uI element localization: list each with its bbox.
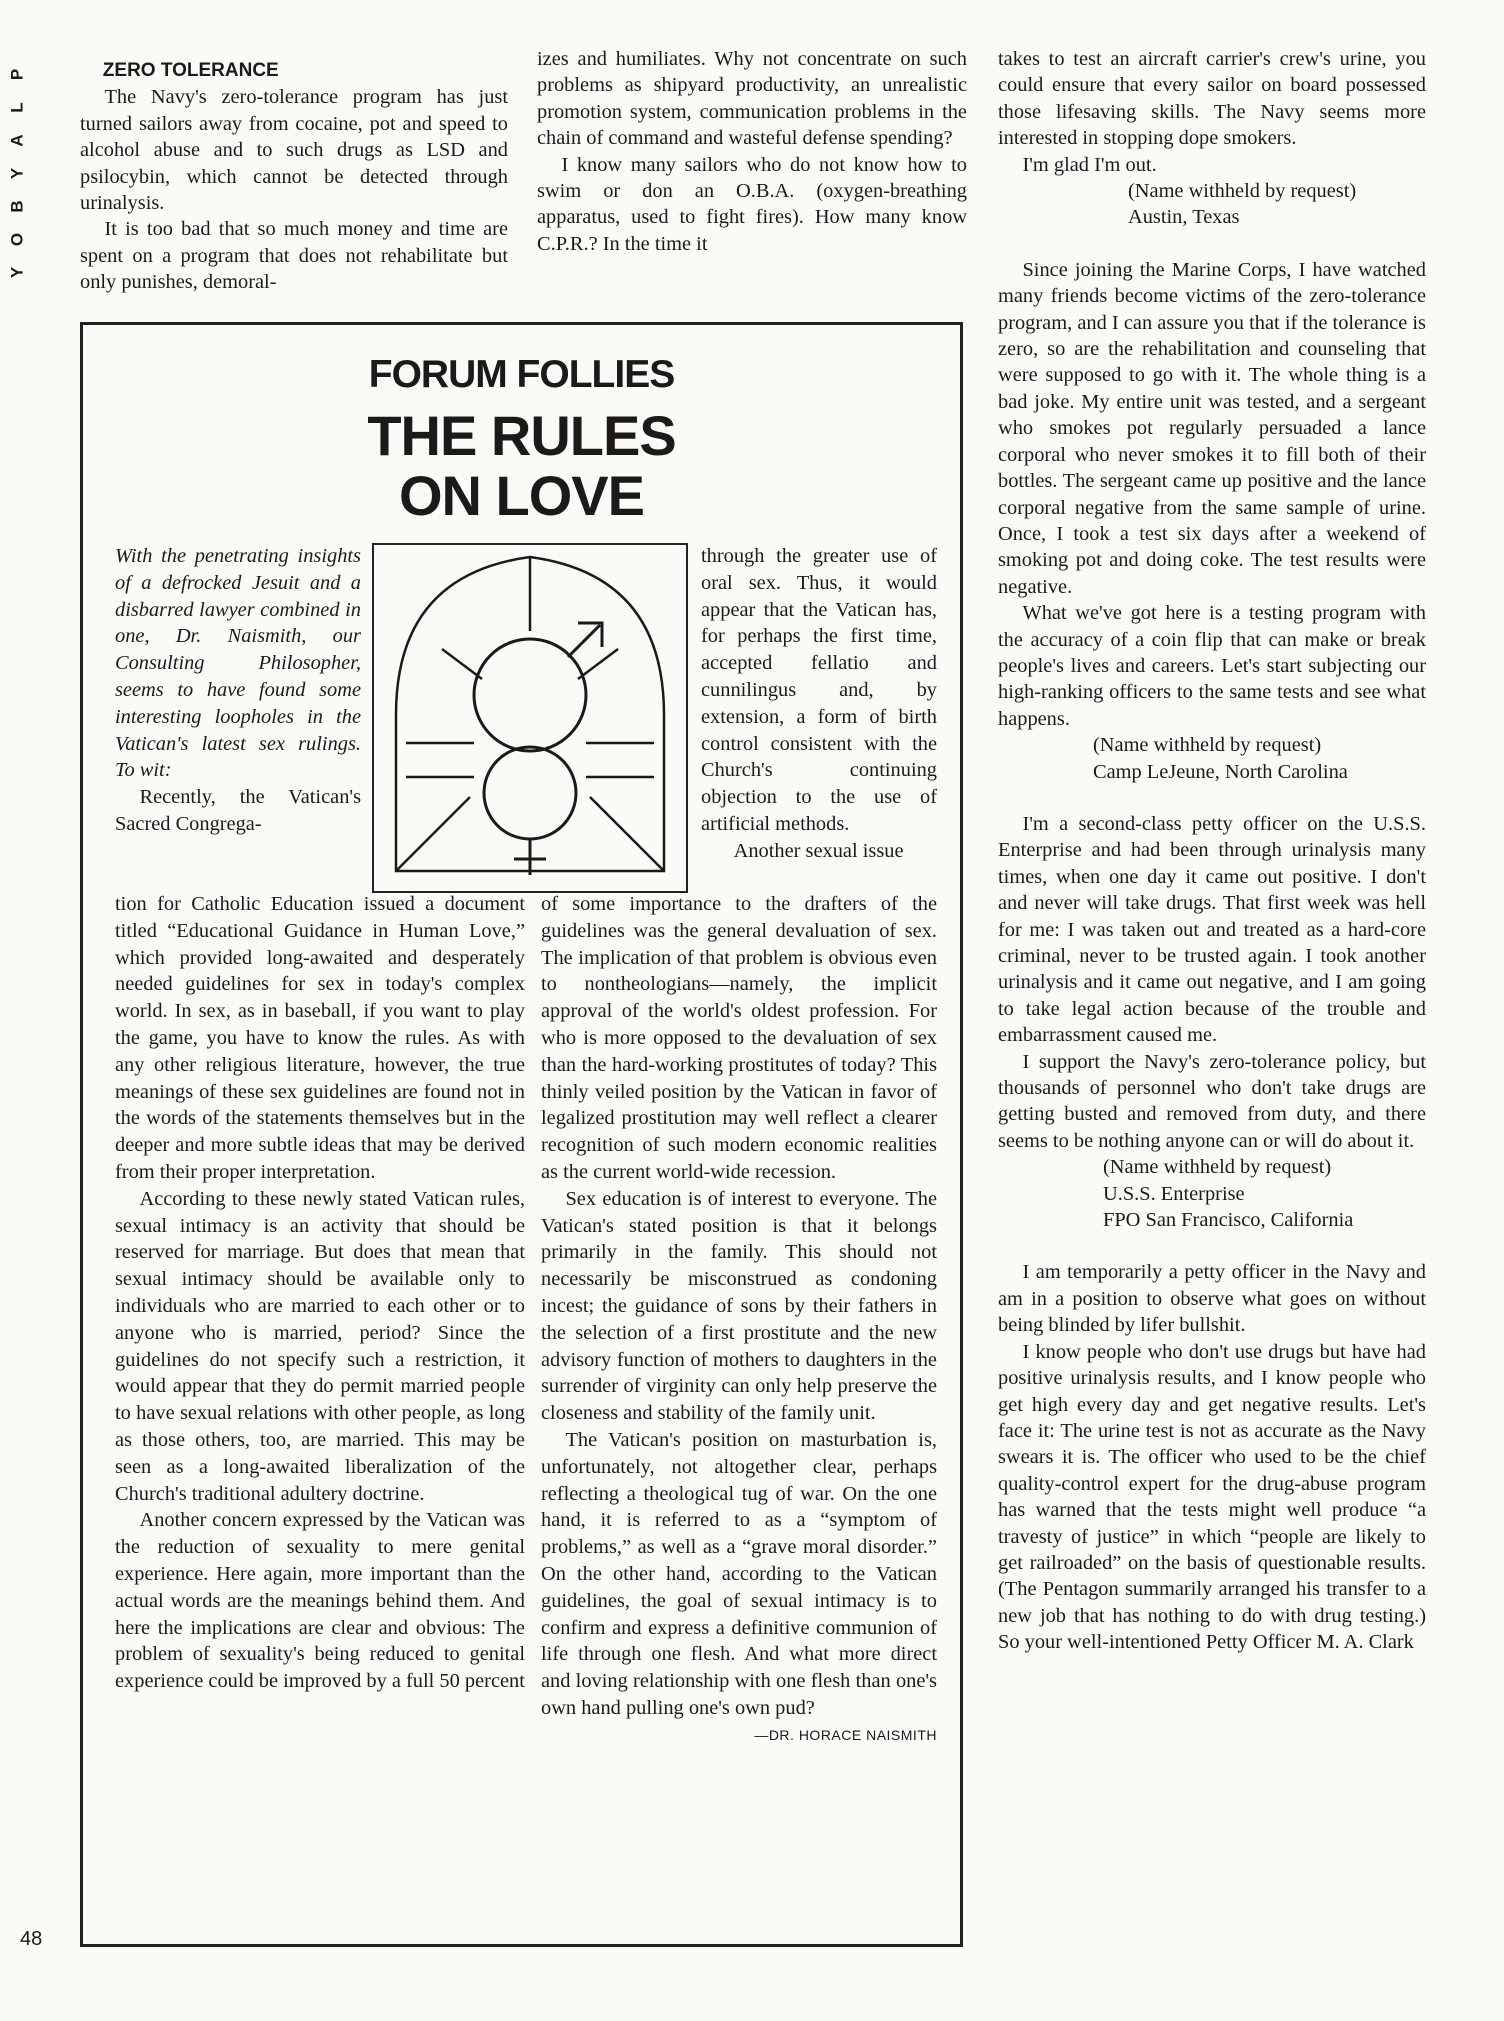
logo-letter: Y — [7, 167, 27, 180]
emblem-illustration — [374, 545, 686, 891]
logo-letter: Y — [7, 266, 27, 279]
box-paragraph: According to these newly stated Vatican rules, sexual intimacy is an activity that should be reserved for marriage. But does that mean that sexual intimacy should be available only to individuals who are married to each other or to anyone who is married, period? Since the guidelines do not specify such a restriction, it would appear that they do permit married people to have sexual relations with other people, as long as those others, too, are married. This may be seen as a long-awaited liberalization of the Church's traditional adultery doctrine. — [115, 1187, 525, 1505]
box-title-line: THE RULES — [367, 404, 676, 467]
logo-letter: L — [7, 102, 27, 113]
signature-line: Austin, Texas — [1128, 206, 1240, 229]
box-paragraph — [541, 1427, 937, 1743]
letter-paragraph: I'm a second-class petty officer on the U.S.S. Enterprise and had been through urinalysis many times, when one day it came out positive. I don't and never will take drugs. That first week was hell for me: I was taken out and treated as a hard-core criminal, never to be trusted again. I took another urinalysis and it came out negative, and I am going to take legal action because of the trouble and embarrassment caused me. — [998, 812, 1426, 1047]
logo-letter: P — [7, 68, 27, 81]
box-paragraph: tion for Catholic Education issued a document titled “Educational Guidance in Human Love,” which provided long-awaited and desperately needed guidelines for sex in today's complex world. In sex, as in baseball, if you want to play the game, you have to know the rules. As with any other religious literature, however, the true meanings of these sex guidelines are found not in the words of the statements themselves but in the deeper and more subtle ideas that may be derived from their proper interpretation. — [115, 893, 525, 1183]
page-number: 48 — [20, 1928, 43, 1950]
logo-letter: B — [7, 200, 27, 213]
author-byline: —DR. HORACE NAISMITH — [754, 1726, 937, 1743]
box-paragraph: through the greater use of oral sex. Thus, it would appear that the Vatican has, for perhaps the first time, accepted fellatio and cunnilingus and, by extension, a form of birth control consistent with the Church's continuing objection to the use of artificial methods. — [701, 545, 937, 835]
column-right — [998, 46, 1426, 1656]
signature-line: (Name withheld by request) — [1128, 180, 1357, 203]
magazine-side-logo — [7, 58, 36, 289]
letter-paragraph: I am temporarily a petty officer in the Navy and am in a position to observe what goes on without being blinded by lifer bullshit. — [998, 1261, 1426, 1337]
letter-paragraph: The Navy's zero-tolerance program has just turned sailors away from cocaine, pot and speed to alcohol abuse and to such drugs as LSD and psilocybin, which cannot be detected through urinalysis. — [80, 86, 508, 215]
signature-line: Camp LeJeune, North Carolina — [1093, 760, 1348, 783]
logo-letter: A — [7, 134, 27, 147]
column-left — [80, 58, 508, 296]
signature-line: FPO San Francisco, California — [1103, 1209, 1354, 1232]
forum-follies-box — [80, 322, 963, 1947]
letter-signature — [998, 1154, 1426, 1233]
signature-line: (Name withheld by request) — [1093, 734, 1322, 757]
box-column-left-top — [115, 543, 361, 838]
gender-symbols-emblem — [372, 543, 688, 893]
box-intro: With the penetrating insights of a defrocked Jesuit and a disbarred lawyer combined in one, Dr. Naismith, our Consulting Philosopher, seems to have found some interesting loopholes in the Vatican's latest sex rulings. To wit: — [115, 545, 361, 782]
letter-paragraph: I'm glad I'm out. — [1022, 153, 1157, 176]
box-paragraph: Sex education is of interest to everyone. The Vatican's stated position is that it belongs primarily in the family. This should not necessarily be misconstrued as condoning incest; the guidance of sons by their fathers in the selection of a first prostitute and the new advisory function of mothers to daughters in the surrender of virginity can only help preserve the closeness and stability of the family unit. — [541, 1187, 937, 1425]
box-title-line: ON LOVE — [398, 464, 645, 527]
letter-paragraph: I support the Navy's zero-tolerance policy, but thousands of personnel who don't take drugs are getting busted and removed from duty, and there seems to be nothing anyone can or will do about it. — [998, 1050, 1426, 1152]
column-middle — [537, 46, 967, 257]
logo-letter: O — [7, 232, 27, 247]
letter-paragraph: takes to test an aircraft carrier's crew's urine, you could ensure that every sailor on board possessed those lifesaving skills. The Navy seems more interested in stopping dope smokers. — [998, 48, 1426, 150]
letter-paragraph: What we've got here is a testing program with the accuracy of a coin flip that can make or break people's lives and careers. Let's start subjecting our high-ranking officers to the same tests and see what happens. — [998, 602, 1426, 730]
signature-line: (Name withheld by request) — [1103, 1156, 1332, 1179]
letter-paragraph: Since joining the Marine Corps, I have watched many friends become victims of the zero-tolerance program, and I can assure you that if the tolerance is zero, so are the rehabilitation and counseling that were supposed to go with it. The whole thing is a bad joke. My entire unit was tested, and a sergeant who smokes pot regularly persuaded a lance corporal who never smokes it to fill both of their bottles. The sergeant came up positive and the lance corporal negative from the same sample of urine. Once, I took a test six days after a weekend of smoking pot and doing coke. The test results were negative. — [998, 258, 1426, 598]
box-column-left — [115, 891, 525, 1695]
letter-paragraph: izes and humiliates. Why not concentrate on such problems as shipyard productivity, an unrealistic promotion system, communication problems in the chain of command and wasteful defense spending? — [537, 48, 967, 150]
box-kicker: FORUM FOLLIES — [368, 353, 675, 396]
letter-signature — [998, 178, 1426, 231]
section-heading: ZERO TOLERANCE — [102, 60, 279, 81]
box-paragraph: Recently, the Vatican's Sacred Congrega- — [115, 786, 361, 835]
box-paragraph: Another concern expressed by the Vatican was the reduction of sexuality to mere genital experience. Here again, more important than the actual words are the meanings behind them. And here the implications are clear and obvious: The problem of sexuality's being reduced to genital experience could be improved by a full 50 percent — [115, 1509, 525, 1693]
letter-paragraph: I know people who don't use drugs but have had positive urinalysis results, and I know people who get high every day and get negative results. Let's face it: The urine test is not as accurate as the Navy swears it is. The officer who used to be the chief quality-control expert for the drug-abuse program has warned that the tests might well produce “a travesty of justice” in which “people are likely to get railroaded” on the basis of questionable results. (The Pentagon summarily arranged his transfer to a new job that has nothing to do with drug testing.) So your well-intentioned Petty Officer M. A. Clark — [998, 1340, 1426, 1654]
box-paragraph: Another sexual issue — [733, 839, 904, 862]
box-paragraph: of some importance to the drafters of the guidelines was the general devaluation of sex. The implication of that problem is obvious even to nontheologians—namely, the implicit approval of the world's oldest profession. For who is more opposed to the devaluation of sex than the hard-working prostitutes of today? This thinly veiled position by the Vatican in favor of legalized prostitution may well reflect a clearer recognition of such modern economic realities as the current world-wide recession. — [541, 893, 937, 1183]
letter-paragraph: It is too bad that so much money and time are spent on a program that does not rehabilitate but only punishes, demoral- — [80, 218, 508, 294]
box-column-right — [541, 891, 937, 1749]
signature-line: U.S.S. Enterprise — [1103, 1182, 1245, 1205]
letter-signature — [998, 732, 1426, 785]
box-column-right-top — [701, 543, 937, 865]
letter-paragraph: I know many sailors who do not know how to swim or don an O.B.A. (oxygen-breathing apparatus, used to fight fires). How many know C.P.R.? In the time it — [537, 153, 967, 255]
box-paragraph-text: The Vatican's position on masturbation is, unfortunately, not altogether clear, perhaps reflecting a theological tug of war. On the one hand, it is referred to as a “symptom of problems,” as well as a “grave moral disorder.” On the other hand, according to the Vatican guidelines, the goal of sexual intimacy is to confirm and express a definitive communion of life through one flesh. And what more direct and loving relationship with one flesh than one's own hand pulling one's own pud? — [541, 1428, 937, 1719]
